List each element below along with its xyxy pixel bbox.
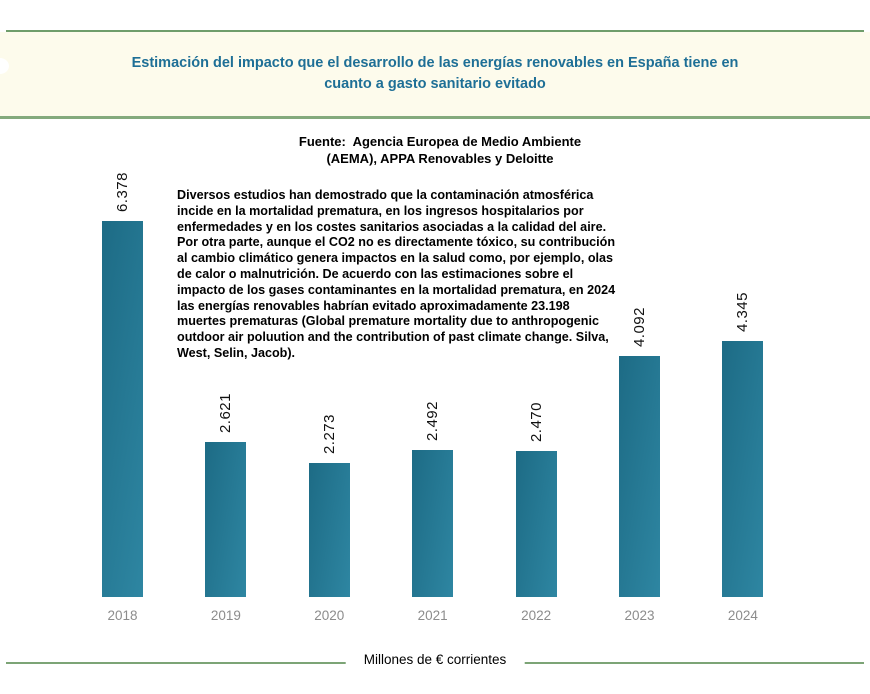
- bar-value-label-2021: 2.492: [424, 400, 442, 441]
- source-line2: (AEMA), APPA Renovables y Deloitte: [326, 151, 554, 166]
- x-tick-2018: 2018: [107, 608, 138, 623]
- bar-value-label-2020: 2.273: [320, 413, 338, 454]
- bar-2022: [516, 451, 557, 597]
- bar-column-2020: [309, 414, 350, 597]
- bar-2023: [619, 356, 660, 597]
- bar-value-label-2024: 4.345: [734, 291, 752, 332]
- bar-value-label-2019: 2.621: [217, 392, 235, 433]
- bar-2020: [309, 463, 350, 597]
- x-tick-2019: 2019: [210, 608, 241, 623]
- page-title-line1: Estimación del impacto que el desarrollo de las energías renovables en España tiene en: [131, 55, 739, 71]
- bar-value-label-2018: 6.378: [114, 171, 131, 212]
- x-tick-2024: 2024: [727, 608, 758, 623]
- bar-2024: [722, 341, 763, 597]
- bar-2018: [102, 221, 143, 597]
- bar-column-2022: [516, 402, 557, 597]
- source-line1: Fuente: Agencia Europea de Medio Ambiente: [298, 134, 582, 149]
- x-tick-2020: 2020: [314, 608, 345, 623]
- bar-column-2023: [619, 307, 660, 597]
- bar-2019: [205, 442, 246, 597]
- x-tick-2022: 2022: [521, 608, 552, 623]
- description-paragraph: Diversos estudios han demostrado que la contaminación atmosférica incide en la mortalidad prematura, en los ingresos hospitalarios por enfermedades y en los costes sanitarios asociadas a la calidad del aire. Por otra parte, aunque el CO2 no es directamente tóxico, su contribución al cambio climático genera impactos en la salud como, por ejemplo, olas de calor o malnutrición. De acuerdo con las estimaciones sobre el impacto de los gases contaminantes en la mortalidad prematura, en 2024 las energías renovables habrían evitado aproximadamente 23.198 muertes prematuras (Global premature mortality due to anthropogenic outdoor air poluution and the contribution of past climate change. Silva, West, Selin, Jacob).: [177, 188, 616, 360]
- bar-value-label-2023: 4.092: [631, 306, 648, 347]
- bar-value-label-2022: 2.470: [527, 401, 545, 442]
- bar-column-2024: [722, 292, 763, 597]
- bar-2021: [412, 450, 453, 597]
- axis-units-caption: Millones de € corrientes: [346, 650, 525, 669]
- x-tick-2023: 2023: [624, 608, 655, 623]
- bar-column-2021: [412, 401, 453, 597]
- bar-column-2019: [205, 393, 246, 597]
- x-tick-2021: 2021: [417, 608, 448, 623]
- page-title-line2: cuanto a gasto sanitario evitado: [324, 76, 546, 92]
- bar-column-2018: [102, 172, 143, 597]
